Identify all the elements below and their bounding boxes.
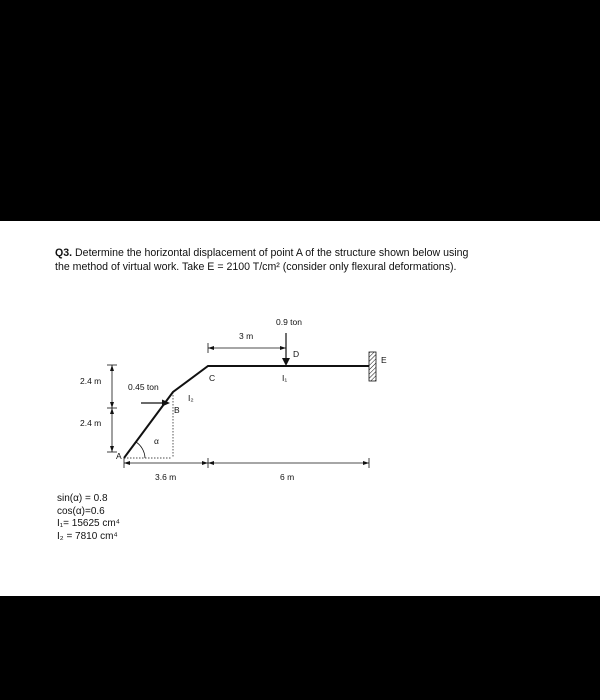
question-number: Q3. xyxy=(55,247,73,259)
prop-i1: I₁= 15625 cm⁴ xyxy=(57,518,120,529)
question-line-1-text: Determine the horizontal displacement of point A of the structure shown below using xyxy=(75,247,469,259)
top-black-bar xyxy=(0,0,600,221)
dim-arrow-top-left xyxy=(208,346,214,350)
dim-bottom-right-label: 6 m xyxy=(280,472,295,482)
label-e: E xyxy=(381,355,387,365)
dim-arrow-left-4 xyxy=(110,446,114,452)
load-vertical-label: 0.9 ton xyxy=(276,317,302,327)
alpha-arc xyxy=(136,442,145,458)
dim-arrow-bottom-3 xyxy=(208,461,214,465)
label-alpha: α xyxy=(154,436,159,446)
dim-arrow-bottom-2 xyxy=(202,461,208,465)
label-i2: I₂ xyxy=(188,393,194,403)
dim-arrow-bottom-1 xyxy=(124,461,130,465)
label-a: A xyxy=(116,451,122,461)
load-vertical-arrow-head xyxy=(282,358,290,366)
dim-arrow-bottom-4 xyxy=(363,461,369,465)
dim-left-upper-label: 2.4 m xyxy=(80,376,102,386)
prop-i2: I₂ = 7810 cm⁴ xyxy=(57,530,118,542)
label-i1: I₁ xyxy=(282,373,288,383)
dim-bottom-left-label: 3.6 m xyxy=(155,472,177,482)
document-page xyxy=(0,221,600,596)
label-b: B xyxy=(174,405,180,415)
question-line-2: the method of virtual work. Take E = 2100 T/cm² (consider only flexural deformations). xyxy=(55,261,457,273)
dim-top-label: 3 m xyxy=(239,331,254,341)
prop-sin: sin(α) = 0.8 xyxy=(57,493,108,504)
dim-left-lower-label: 2.4 m xyxy=(80,418,102,428)
dim-arrow-top-right xyxy=(280,346,286,350)
label-d: D xyxy=(293,349,300,359)
section-properties xyxy=(57,493,120,543)
dim-arrow-left-2 xyxy=(110,402,114,408)
bottom-black-bar xyxy=(0,596,600,700)
dim-arrow-left-1 xyxy=(110,365,114,371)
fixed-support-e xyxy=(369,352,376,381)
load-horizontal-label: 0.45 ton xyxy=(128,382,159,392)
prop-cos: cos(α)=0.6 xyxy=(57,505,105,517)
frame-members xyxy=(124,366,369,458)
dim-arrow-left-3 xyxy=(110,408,114,414)
label-c: C xyxy=(209,373,216,383)
